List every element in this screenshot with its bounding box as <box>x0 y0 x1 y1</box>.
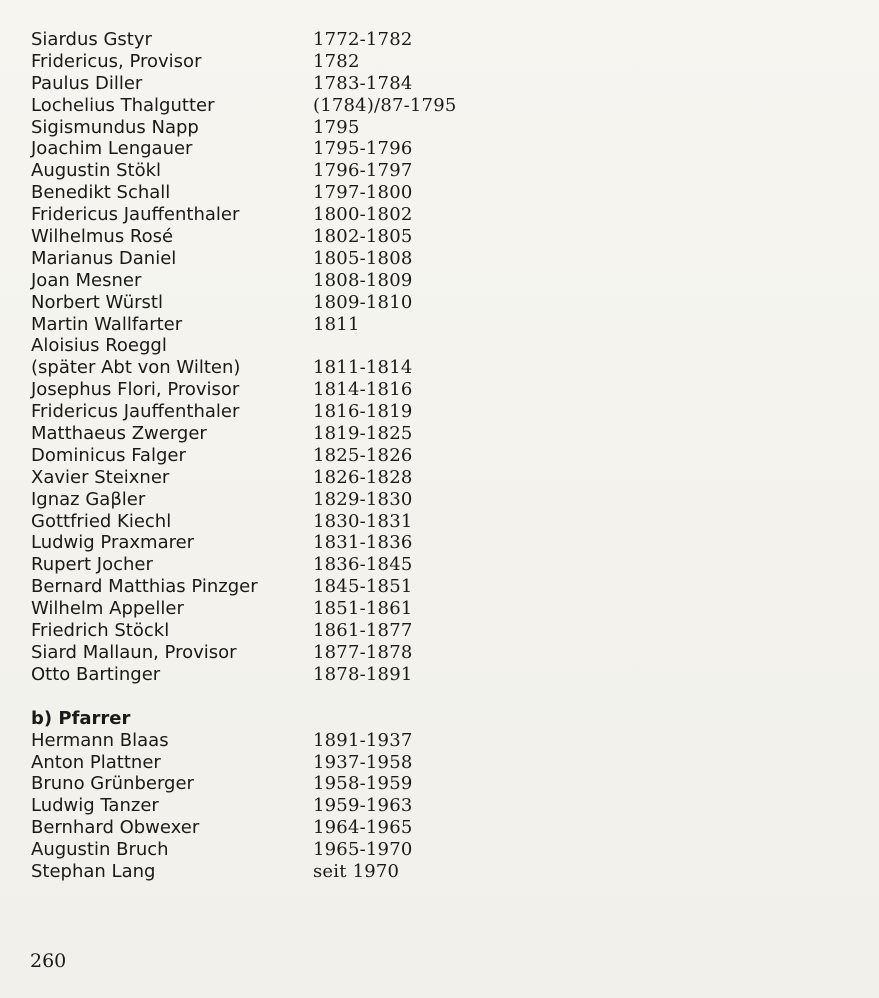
tenure-years: 1851-1861 <box>313 598 413 620</box>
list-item <box>31 795 551 817</box>
list-item <box>31 226 551 248</box>
list-item <box>31 642 551 664</box>
list-item <box>31 423 551 445</box>
person-name: Norbert Würstl <box>31 291 163 313</box>
tenure-years: 1772-1782 <box>313 29 413 50</box>
person-name: Bernard Matthias Pinzger <box>31 576 258 598</box>
tenure-years: 1808-1809 <box>313 269 413 291</box>
tenure-years: 1845-1851 <box>313 576 413 598</box>
list-a <box>31 29 551 686</box>
person-name: Aloisius Roeggl <box>31 335 167 357</box>
tenure-years: 1826-1828 <box>313 466 413 488</box>
tenure-years: 1958-1959 <box>313 773 413 795</box>
person-name: Hermann Blaas <box>31 729 169 751</box>
person-name: Wilhelmus Rosé <box>31 226 174 248</box>
page-number: 260 <box>30 950 67 972</box>
person-name: Siardus Gstyr <box>31 29 152 50</box>
list-b <box>31 730 551 883</box>
tenure-years: 1959-1963 <box>313 795 413 817</box>
list-item <box>31 445 551 467</box>
person-name: Anton Plattner <box>31 751 161 773</box>
person-name: Augustin Stökl <box>31 160 162 182</box>
person-name: Bernhard Obwexer <box>31 817 200 839</box>
list-item <box>31 664 551 686</box>
person-name: Friedrich Stöckl <box>31 620 170 642</box>
person-name: Joachim Lengauer <box>31 138 193 160</box>
list-item <box>31 160 551 182</box>
tenure-years: 1814-1816 <box>313 379 413 401</box>
list-item <box>31 314 551 336</box>
list-item <box>31 773 551 795</box>
person-name: Fridericus Jauffenthaler <box>31 401 240 423</box>
person-name: Lochelius Thalgutter <box>31 94 215 116</box>
tenure-years: 1811 <box>313 313 360 335</box>
list-item <box>31 598 551 620</box>
list-item <box>31 752 551 774</box>
list-item <box>31 554 551 576</box>
person-name: Martin Wallfarter <box>31 313 183 335</box>
list-item <box>31 620 551 642</box>
person-name: Matthaeus Zwerger <box>31 423 207 445</box>
tenure-years: 1965-1970 <box>313 839 413 861</box>
tenure-years: 1861-1877 <box>313 620 413 642</box>
person-name: Fridericus Jauffenthaler <box>31 204 240 226</box>
tenure-years: 1802-1805 <box>313 226 413 248</box>
person-name: Dominicus Falger <box>31 444 186 466</box>
person-name: Marianus Daniel <box>31 247 177 269</box>
list-item <box>31 467 551 489</box>
person-name: Xavier Steixner <box>31 466 170 488</box>
tenure-years: 1819-1825 <box>313 423 413 445</box>
list-item <box>31 839 551 861</box>
person-name: Gottfried Kiechl <box>31 510 172 532</box>
person-name: Fridericus, Provisor <box>31 50 202 72</box>
list-item <box>31 817 551 839</box>
tenure-years: 1877-1878 <box>313 641 413 663</box>
person-name: Stephan Lang <box>31 860 156 882</box>
person-name: Ludwig Praxmarer <box>31 532 195 554</box>
person-name: Josephus Flori, Provisor <box>31 379 240 401</box>
tenure-years: 1836-1845 <box>313 554 413 576</box>
tenure-years: 1783-1784 <box>313 72 413 94</box>
list-item <box>31 511 551 533</box>
person-name: Ludwig Tanzer <box>31 795 159 817</box>
list-item <box>31 861 551 883</box>
list-item <box>31 576 551 598</box>
tenure-years: 1816-1819 <box>313 401 413 423</box>
tenure-years: 1830-1831 <box>313 510 413 532</box>
list-item <box>31 248 551 270</box>
tenure-years: 1891-1937 <box>313 729 413 751</box>
person-name: (später Abt von Wilten) <box>31 357 241 379</box>
list-item <box>31 29 551 51</box>
list-item <box>31 117 551 139</box>
section-heading: b) Pfarrer <box>31 707 131 729</box>
section-gap <box>31 686 551 708</box>
tenure-years: 1829-1830 <box>313 488 413 510</box>
tenure-years: 1878-1891 <box>313 663 413 685</box>
tenure-years: 1825-1826 <box>313 444 413 466</box>
tenure-years: 1809-1810 <box>313 291 413 313</box>
tenure-years: 1805-1808 <box>313 247 413 269</box>
person-name: Bruno Grünberger <box>31 773 194 795</box>
person-name: Siard Mallaun, Provisor <box>31 641 237 663</box>
list-item <box>31 51 551 73</box>
list-item <box>31 489 551 511</box>
tenure-years: 1811-1814 <box>313 357 413 379</box>
list-item <box>31 138 551 160</box>
person-name: Rupert Jocher <box>31 554 153 576</box>
list-item <box>31 270 551 292</box>
person-name: Ignaz Gaβler <box>31 488 146 510</box>
list-item <box>31 730 551 752</box>
tenure-years: seit 1970 <box>313 860 400 882</box>
person-name: Wilhelm Appeller <box>31 598 184 620</box>
tenure-years: 1937-1958 <box>313 751 413 773</box>
list-item <box>31 379 551 401</box>
list-item <box>31 532 551 554</box>
list-item <box>31 357 551 379</box>
person-name: Benedikt Schall <box>31 182 171 204</box>
person-name: Augustin Bruch <box>31 839 169 861</box>
tenure-years: 1831-1836 <box>313 532 413 554</box>
list-item <box>31 401 551 423</box>
list-item <box>31 182 551 204</box>
tenure-years: 1782 <box>313 50 360 72</box>
person-name: Paulus Diller <box>31 72 143 94</box>
person-name: Sigismundus Napp <box>31 116 199 138</box>
tenure-years: (1784)/87-1795 <box>313 94 457 116</box>
tenure-years: 1795 <box>313 116 360 138</box>
tenure-years: 1964-1965 <box>313 817 413 839</box>
tenure-years: 1795-1796 <box>313 138 413 160</box>
list-item <box>31 292 551 314</box>
list-item <box>31 95 551 117</box>
tenure-years: 1796-1797 <box>313 160 413 182</box>
person-name: Otto Bartinger <box>31 663 161 685</box>
tenure-years: 1797-1800 <box>313 182 413 204</box>
pastor-list <box>31 29 551 883</box>
list-item <box>31 73 551 95</box>
person-name: Joan Mesner <box>31 269 142 291</box>
list-item <box>31 335 551 357</box>
list-item <box>31 204 551 226</box>
tenure-years: 1800-1802 <box>313 204 413 226</box>
